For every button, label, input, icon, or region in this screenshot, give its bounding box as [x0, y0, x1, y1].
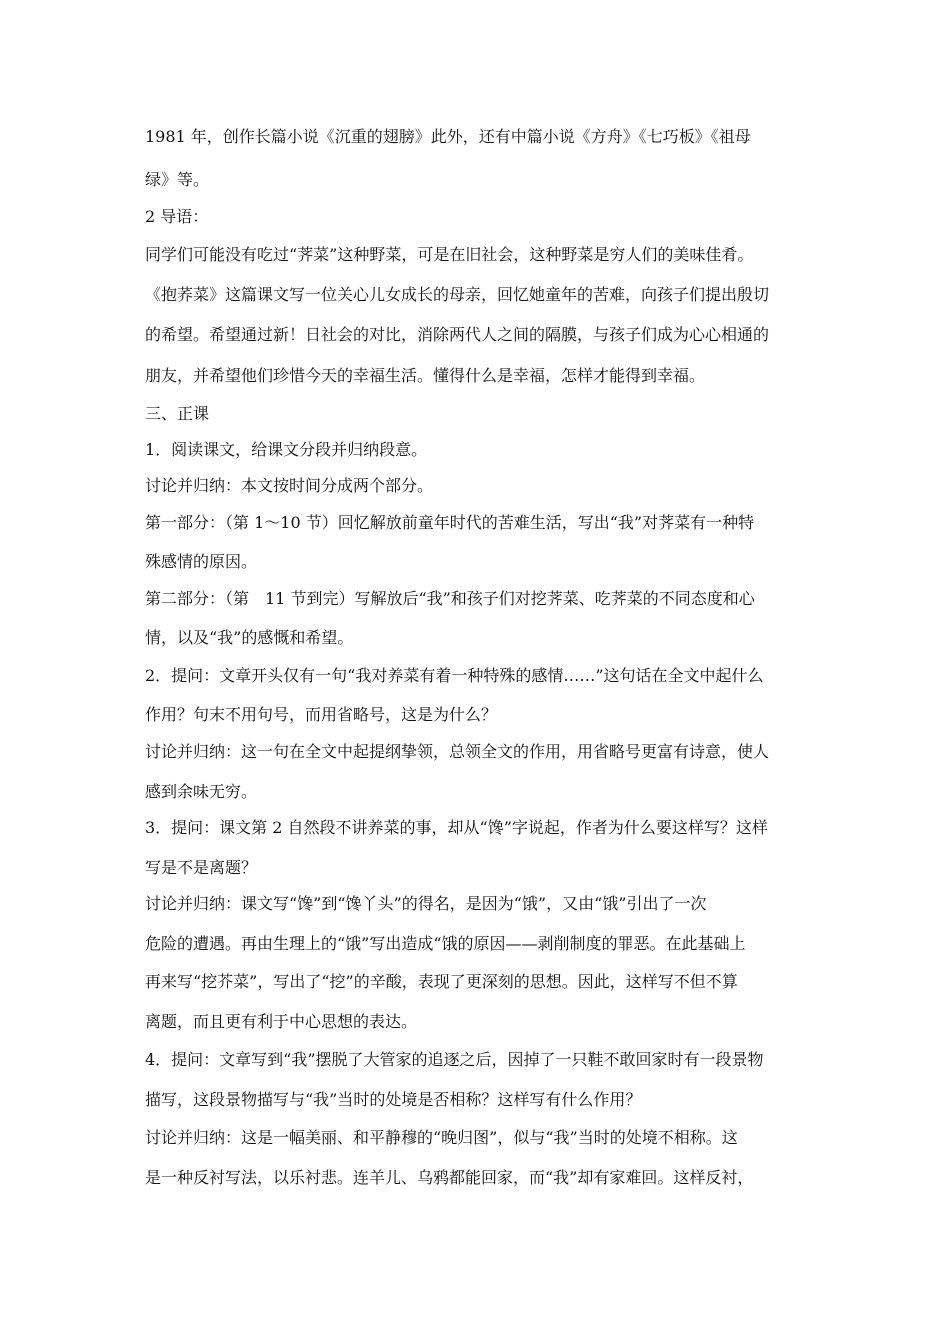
text-line: 朋友，并希望他们珍惜今天的幸福生活。懂得什么是幸福，怎样才能得到幸福。	[145, 366, 706, 385]
text-line: 感到余味无穷。	[145, 782, 258, 801]
text-line: 离题，而且更有利于中心思想的表达。	[145, 1012, 418, 1031]
text-line: 是一种反衬写法，以乐衬悲。连羊儿、乌鸦都能回家，而“我”却有家难回。这样反衬，	[145, 1168, 754, 1187]
text-line: 写是不是离题？	[145, 858, 258, 877]
text-line: 1981 年，创作长篇小说《沉重的翅膀》此外，还有中篇小说《方舟》《七巧板》《祖母	[145, 127, 751, 146]
text-line: 2 导语：	[145, 207, 209, 226]
text-line: 作用？句末不用句号，而用省略号，这是为什么？	[145, 705, 498, 724]
text-line: 讨论并归纳：这是一幅美丽、和平静穆的“晚归图”，似与“我”当时的处境不相称。这	[145, 1128, 738, 1147]
text-line: 第二部分：（第 11 节到完）写解放后“我”和孩子们对挖荠菜、吃荠菜的不同态度和心	[145, 589, 755, 608]
text-line: 1．阅读课文，给课文分段并归纳段意。	[145, 440, 428, 459]
text-line: 殊感情的原因。	[145, 552, 258, 571]
section-heading: 三、正课	[145, 404, 210, 423]
text-line: 讨论并归纳：这一句在全文中起提纲挚领，总领全文的作用，用省略号更富有诗意，使人	[145, 742, 770, 761]
text-line: 危险的遭遇。再由生理上的“饿”写出造成“饿的原因——剥削制度的罪恶。在此基础上	[145, 934, 746, 953]
text-line: 讨论并归纳：本文按时间分成两个部分。	[145, 476, 434, 495]
text-line: 《抱荞菜》这篇课文写一位关心儿女成长的母亲，回忆她童年的苦难，向孩子们提出殷切	[145, 285, 770, 304]
text-line: 第一部分：（第 1～10 节）回忆解放前童年时代的苦难生活，写出“我”对荠菜有一种特	[145, 513, 755, 532]
text-line: 情，以及“我”的感慨和希望。	[145, 628, 354, 647]
text-line: 同学们可能没有吃过“荠菜”这种野菜，可是在旧社会，这种野菜是穷人们的美味佳肴。	[145, 245, 754, 264]
text-line: 再来写“挖芥菜”，写出了“挖”的辛酸，表现了更深刻的思想。因此，这样写不但不算	[145, 972, 738, 991]
text-line: 描写，这段景物描写与“我”当时的处境是否相称？这样写有什么作用？	[145, 1090, 642, 1109]
text-line: 2．提问：文章开头仅有一句“我对养菜有着一种特殊的感情……”这句话在全文中起什么	[145, 666, 764, 685]
text-line: 4．提问：文章写到“我”摆脱了大管家的追逐之后，因掉了一只鞋不敢回家时有一段景物	[145, 1050, 764, 1069]
text-line: 3．提问：课文第 2 自然段不讲养菜的事，却从“馋”字说起，作者为什么要这样写？这样	[145, 818, 768, 837]
text-line: 绿》等。	[145, 170, 210, 189]
text-line: 讨论并归纳：课文写“馋”到“馋丫头”的得名，是因为“饿”，又由“饿”引出了一次	[145, 894, 707, 913]
text-line: 的希望。希望通过新！日社会的对比，消除两代人之间的隔膜，与孩子们成为心心相通的	[145, 325, 770, 344]
